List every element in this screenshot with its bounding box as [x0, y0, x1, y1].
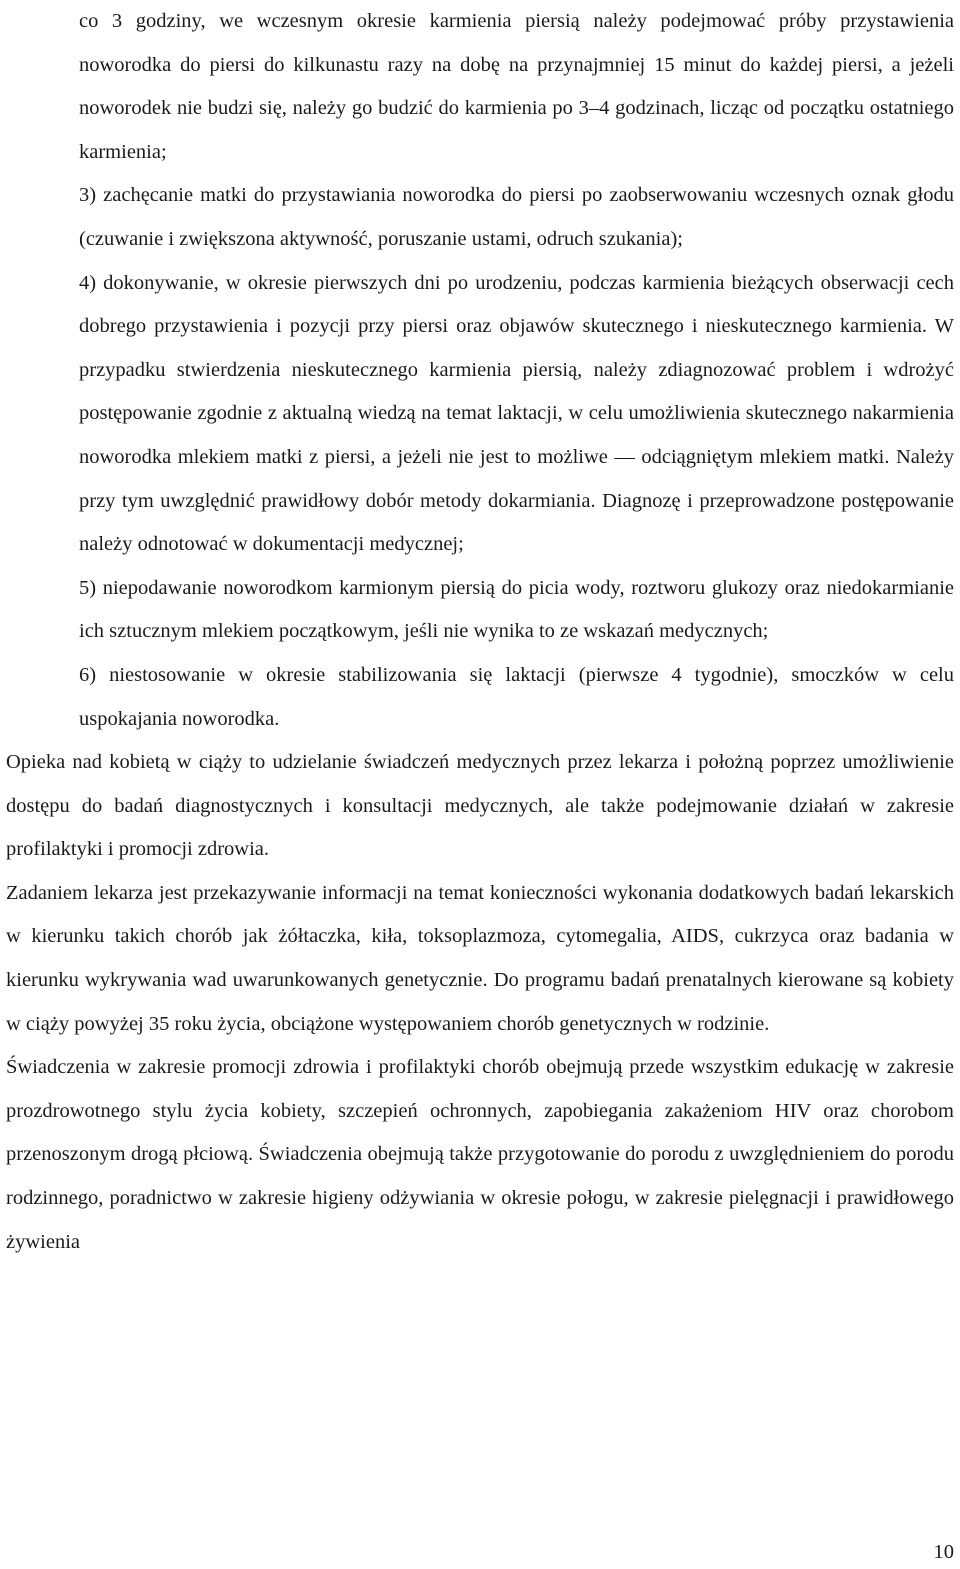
page-number: 10 — [933, 1541, 954, 1563]
paragraph-pregnancy-care: Opieka nad kobietą w ciąży to udzielanie świadczeń medycznych przez lekarza i położną poprzez umożliwienie dostępu do badań diagnostycznych i konsultacji medycznych, ale także podejmowanie działań w zakresie profilaktyki i promocji zdrowia. — [6, 751, 954, 861]
list-item-6: 6) niestosowanie w okresie stabilizowania się laktacji (pierwsze 4 tygodnie), smoczków w celu uspokajania noworodka. — [79, 663, 954, 730]
paragraph-doctor-tasks: Zadaniem lekarza jest przekazywanie informacji na temat konieczności wykonania dodatkowych badań lekarskich w kierunku takich chorób jak żółtaczka, kiła, toksoplazmoza, cytomegalia, AIDS, cukrzyca oraz badania w kierunku wykrywania wad uwarunkowanych genetycznie. Do programu badań prenatalnych kierowane są kobiety w ciąży powyżej 35 roku życia, obciążone występowaniem chorób genetycznych w rodzinie. — [6, 881, 954, 1035]
list-item-5: 5) niepodawanie noworodkom karmionym piersią do picia wody, roztworu glukozy oraz niedokarmianie ich sztucznym mlekiem początkowym, jeśli nie wynika to ze wskazań medycznych; — [79, 576, 954, 643]
paragraph-health-promotion: Świadczenia w zakresie promocji zdrowia i profilaktyki chorób obejmują przede wszystkim edukację w zakresie prozdrowotnego stylu życia kobiety, szczepień ochronnych, zapobiegania zakażeniom HIV oraz chorobom przenoszonym drogą płciową. Świadczenia obejmują także przygotowanie do porodu z uwzględnieniem do porodu rodzinnego, poradnictwo w zakresie higieny odżywiania w okresie połogu, w zakresie pielęgnacji i prawidłowego żywienia — [6, 1056, 954, 1253]
list-item-3: 3) zachęcanie matki do przystawiania noworodka do piersi po zaobserwowaniu wczesnych oznak głodu (czuwanie i zwiększona aktywność, poruszanie ustami, odruch szukania); — [79, 184, 954, 250]
list-item-continuation: co 3 godziny, we wczesnym okresie karmienia piersią należy podejmować próby przystawienia noworodka do piersi do kilkunastu razy na dobę na przynajmniej 15 minut do każdej piersi, a jeżeli noworodek nie budzi się, należy go budzić do karmienia po 3–4 godzinach, licząc od początku ostatniego karmienia; — [79, 10, 954, 163]
list-item-4: 4) dokonywanie, w okresie pierwszych dni po urodzeniu, podczas karmienia bieżących obserwacji cech dobrego przystawienia i pozycji przy piersi oraz objawów skutecznego i nieskutecznego karmienia. W przypadku stwierdzenia nieskutecznego karmienia piersią, należy zdiagnozować problem i wdrożyć postępowanie zgodnie z aktualną wiedzą na temat laktacji, w celu umożliwienia skutecznego nakarmienia noworodka mlekiem matki z piersi, a jeżeli nie jest to możliwe — odciągniętym mlekiem matki. Należy przy tym uwzględnić prawidłowy dobór metody dokarmiania. Diagnozę i przeprowadzone postępowanie należy odnotować w dokumentacji medycznej; — [79, 271, 954, 556]
document-body — [6, 0, 954, 1264]
